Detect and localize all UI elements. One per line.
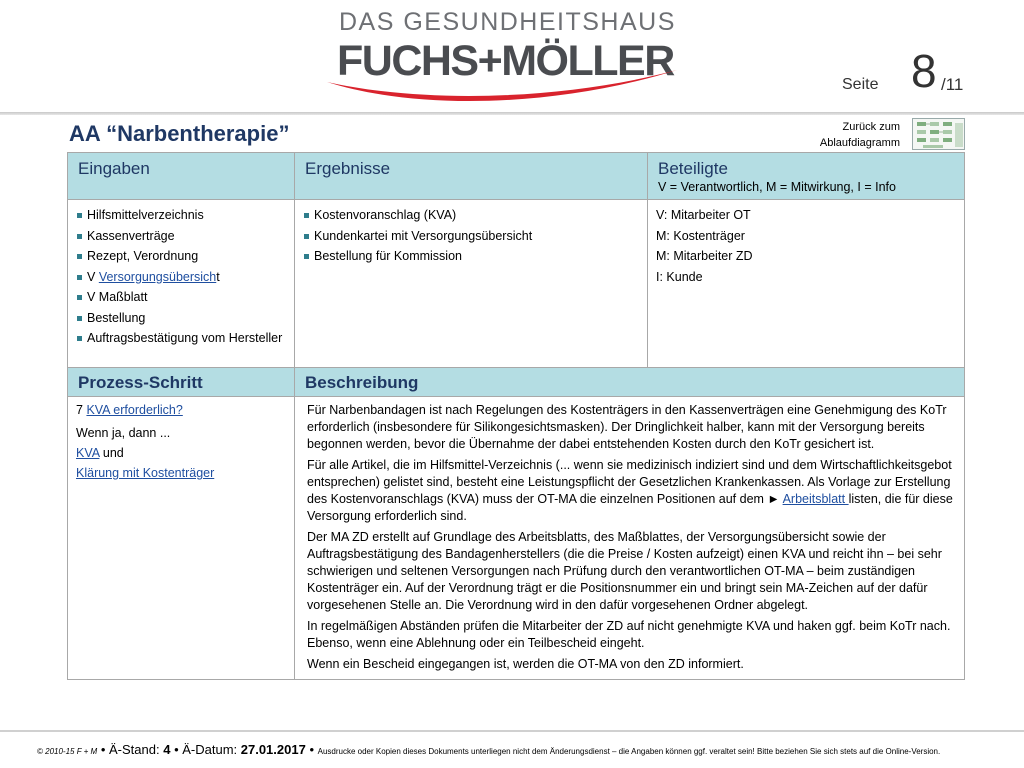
inputs-cell bbox=[68, 200, 295, 368]
list-item: Bestellung bbox=[76, 308, 286, 329]
description-paragraph bbox=[307, 457, 955, 525]
header-participants bbox=[648, 153, 965, 200]
header-divider bbox=[0, 112, 1024, 115]
step-condition: Wenn ja, dann ... bbox=[76, 426, 171, 440]
step-clarification-line bbox=[76, 465, 286, 482]
list-item: Kundenkartei mit Versorgungsübersicht bbox=[303, 226, 639, 247]
date-value: 27.01.2017 bbox=[240, 742, 306, 757]
back-link-line2: Ablaufdiagramm bbox=[819, 137, 900, 149]
back-to-flowchart-link[interactable] bbox=[795, 119, 900, 151]
step-number: 7 bbox=[76, 403, 87, 417]
process-step-cell bbox=[68, 397, 295, 680]
participants-title: Beteiligte bbox=[658, 159, 728, 178]
item-suffix: t bbox=[216, 269, 220, 284]
footer-separator: • bbox=[305, 742, 318, 757]
kva-required-link[interactable]: KVA erforderlich? bbox=[86, 403, 183, 417]
step-line bbox=[76, 402, 286, 419]
participant-item: V: Mitarbeiter OT bbox=[656, 208, 751, 222]
footer-separator: • bbox=[170, 742, 183, 757]
participant-item: M: Kostenträger bbox=[656, 228, 745, 243]
footer bbox=[37, 742, 1022, 757]
kva-link[interactable]: KVA bbox=[76, 446, 100, 460]
flowchart-thumbnail-icon[interactable] bbox=[912, 118, 965, 150]
page-title: AA “Narbentherapie” bbox=[69, 121, 290, 146]
description-paragraph: Der MA ZD erstellt auf Grundlage des Arbeitsblatts, des Maßblattes, der Versorgungsübersicht sowie der Auftragsbestätigung des Bandagenherstellers (die die Preise / Kosten aufzeigt) einen KVA und reicht ihn – bei sehr schwierigen und seltenen Versorgungen nach Prüfung durch den verantwortlichen OT-MA – beim zuständigen Kostenträger ein. Auf der Verordnung trägt er die Positionsnummer ein und bringt sein MA-Zeichen auf der dafür vorgesehenen Stelle an. Die Verordnung wird in den dafür vorgesehenen Ordner abgelegt. bbox=[307, 530, 942, 612]
participants-cell bbox=[648, 200, 965, 368]
revision-value: 4 bbox=[163, 742, 171, 757]
copyright: © 2010-15 F + M bbox=[37, 747, 98, 756]
revision-label: Ä-Stand: bbox=[109, 742, 164, 757]
page-total: /11 bbox=[941, 75, 964, 94]
logo-wordmark: FUCHS+MÖLLER bbox=[337, 37, 674, 85]
footer-separator: • bbox=[97, 742, 110, 757]
header-inputs: Eingaben bbox=[68, 153, 295, 200]
item-prefix: V bbox=[87, 269, 99, 284]
list-item: Auftragsbestätigung vom Hersteller bbox=[76, 328, 286, 347]
header-results: Ergebnisse bbox=[295, 153, 648, 200]
footer-notice: Ausdrucke oder Kopien dieses Dokuments unterliegen nicht dem Änderungsdienst – die Angaben können ggf. veraltet sein! Bitte beziehen Sie sich stets auf die Online-Version. bbox=[317, 747, 941, 756]
paragraph-text: Für alle Artikel, die im Hilfsmittel-Verzeichnis (... wenn sie medizinisch indiziert sind und dem Wirtschaftlichkeitsgebot entsprechen) gelistet sind, besteht eine Leistungspflicht der Gesetzlichen Krankenkassen. Als Vorlage zur Erstellung des Kostenvoranschlags (KVA) muss der OT-MA die einzelnen Positionen auf dem ► bbox=[307, 458, 952, 506]
description-paragraph: In regelmäßigen Abständen prüfen die Mitarbeiter der ZD auf nicht genehmigte KVA und haken ggf. beim KoTr nach. Ebenso, wenn eine Ablehnung oder ein Teilbescheid eingeht. bbox=[307, 619, 951, 650]
clarification-link[interactable]: Klärung mit Kostenträger bbox=[76, 466, 215, 480]
description-paragraph: Für Narbenbandagen ist nach Regelungen des Kostenträgers in den Kassenverträgen eine Genehmigung des KoTr erforderlich (insbesondere für Silikongesichtsmasken). Der Dringlichkeit halber, kann mit der Versorgung bereits begonnen werden, bevor die Übernahme der dabei entstehenden Kosten durch den KoTr gesichert ist. bbox=[307, 403, 947, 451]
page-number: 8 bbox=[911, 45, 937, 97]
step-and: und bbox=[99, 446, 124, 460]
logo-tagline: DAS GESUNDHEITSHAUS bbox=[339, 8, 676, 36]
list-item: Bestellung für Kommission bbox=[303, 246, 639, 267]
worksheet-link[interactable]: Arbeitsblatt bbox=[782, 492, 849, 506]
logo-swoosh-icon bbox=[325, 68, 685, 108]
paragraph-text: listen, die für diese Versorgung erforderlich sind. bbox=[307, 492, 953, 523]
list-item bbox=[76, 267, 286, 288]
date-label: Ä-Datum: bbox=[182, 742, 241, 757]
description-paragraph: Wenn ein Bescheid eingegangen ist, werden die OT-MA von den ZD informiert. bbox=[307, 657, 744, 671]
inputs-list bbox=[76, 205, 286, 347]
results-cell bbox=[295, 200, 648, 368]
participant-item: M: Mitarbeiter ZD bbox=[656, 249, 753, 263]
list-item: Hilfsmittelverzeichnis bbox=[76, 205, 286, 226]
header-description: Beschreibung bbox=[295, 368, 965, 397]
participants-legend: V = Verantwortlich, M = Mitwirkung, I = Info bbox=[658, 180, 896, 194]
company-logo bbox=[325, 8, 685, 108]
step-kva-line bbox=[76, 445, 286, 462]
list-item: V Maßblatt bbox=[76, 287, 286, 308]
footer-divider bbox=[0, 730, 1024, 732]
supply-overview-link[interactable]: Versorgungsübersich bbox=[98, 269, 217, 284]
list-item: Kassenverträge bbox=[76, 226, 286, 247]
participant-item: I: Kunde bbox=[656, 269, 703, 284]
results-list bbox=[303, 205, 639, 267]
back-link-line1: Zurück zum bbox=[842, 121, 900, 133]
description-cell bbox=[295, 397, 965, 680]
list-item: Rezept, Verordnung bbox=[76, 246, 286, 267]
header-process-step: Prozess-Schritt bbox=[68, 368, 295, 397]
process-table bbox=[67, 152, 965, 680]
list-item: Kostenvoranschlag (KVA) bbox=[303, 205, 639, 226]
page-label: Seite bbox=[842, 76, 879, 93]
